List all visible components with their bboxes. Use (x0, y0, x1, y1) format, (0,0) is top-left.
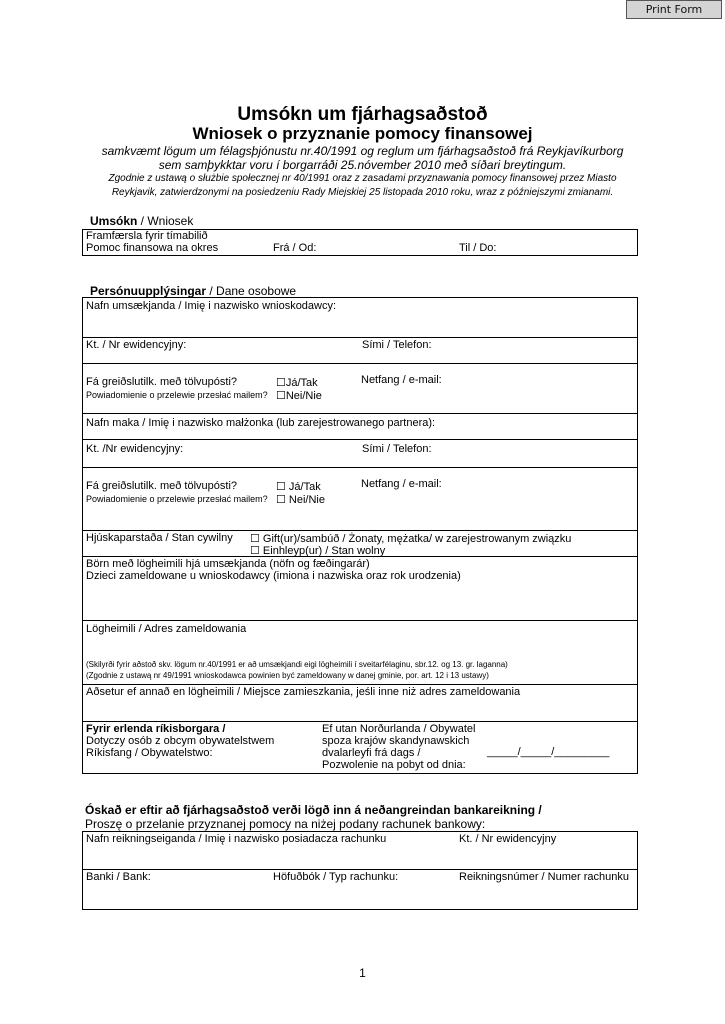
to-field[interactable]: Til / Do: (459, 242, 497, 254)
from-field[interactable]: Frá / Od: (273, 242, 317, 254)
legal-basis-polish-2: Reykjavik, zatwierdzonymi na posiedzeniu Rady Miejskiej 25 listopada 2010 roku, wraz z późniejszymi zmianami. (111, 187, 614, 198)
residence-permit-label: dvalarleyfi frá dags / (322, 747, 421, 759)
spouse-email-no-checkbox[interactable]: ☐ Nei/Nie (276, 494, 325, 506)
application-heading: Umsókn / Wniosek (90, 214, 194, 228)
spouse-email-row (83, 468, 637, 531)
legal-address-note: (Skilyrði fyrir aðstoð skv. lögum nr.40/1991 er að umsækjandi eigi lögheimili í sveitarfélaginu, sbr.12. og 13. gr. laganna) (86, 660, 508, 669)
account-owner-row[interactable] (83, 832, 637, 870)
spouse-id-row[interactable] (83, 440, 637, 468)
bank-label: Banki / Bank: (86, 871, 151, 883)
spouse-id-label: Kt. /Nr ewidencyjny: (86, 443, 184, 455)
spouse-email-label[interactable]: Netfang / e-mail: (361, 478, 442, 490)
bank-details-row[interactable] (83, 870, 637, 909)
applicant-id-row[interactable] (83, 338, 637, 364)
non-nordic-label-2: spoza krajów skandynawskich (322, 735, 470, 747)
citizenship-label[interactable]: Ríkisfang / Obywatelstwo: (86, 747, 213, 759)
marital-status-label: Hjúskaparstaða / Stan cywilny (86, 532, 233, 544)
owner-id-label: Kt. / Nr ewidencyjny (459, 833, 557, 845)
period-label: Framfærsla fyrir tímabilið (86, 230, 208, 242)
page-number: 1 (359, 966, 366, 980)
residence-label: Aðsetur ef annað en lögheimili / Miejsce zamieszkania, jeśli inne niż adres zameldowania (86, 686, 521, 698)
email-notification-question: Fá greiðslutilk. með tölvupósti? (86, 376, 238, 388)
legal-address-label: Lögheimili / Adres zameldowania (86, 623, 247, 635)
marital-status-row (83, 531, 637, 557)
foreign-citizen-row (83, 722, 637, 773)
personal-info-heading: Persónuupplýsingar / Dane osobowe (90, 284, 297, 298)
ledger-label: Höfuðbók / Typ rachunku: (273, 871, 399, 883)
bank-heading-polish: Proszę o przelanie przyznanej pomocy na niżej podany rachunek bankowy: (85, 817, 486, 831)
form-title: Umsókn um fjárhagsaðstoð (237, 104, 488, 125)
non-nordic-label: Ef utan Norðurlanda / Obywatel (322, 723, 476, 735)
spouse-email-question-polish: Powiadomienie o przelewie przesłać mailem? (86, 494, 268, 504)
applicant-phone-label: Sími / Telefon: (362, 339, 432, 351)
form-title-polish: Wniosek o przyznanie pomocy finansowej (192, 124, 533, 143)
personal-info-box (82, 297, 638, 774)
applicant-email-label[interactable]: Netfang / e-mail: (361, 374, 442, 386)
applicant-email-row (83, 364, 637, 414)
email-notification-question-polish: Powiadomienie o przelewie przesłać mailem? (86, 390, 268, 400)
application-period-box (82, 229, 638, 256)
legal-basis-line-2: sem samþykktar voru í borgarráði 25.nóvember 2010 með síðari breytingum. (158, 158, 567, 172)
spouse-email-yes-checkbox[interactable]: ☐ Já/Tak (276, 481, 321, 493)
period-label-polish: Pomoc finansowa na okres (86, 242, 219, 254)
spouse-name-label: Nafn maka / Imię i nazwisko małżonka (lub zarejestrowanego partnera): (86, 417, 436, 429)
children-label: Börn með lögheimili hjá umsækjanda (nöfn og fæðingarár) (86, 558, 370, 570)
spouse-name-row[interactable] (83, 414, 637, 440)
marital-single-checkbox[interactable]: ☐ Einhleyp(ur) / Stan wolny (250, 545, 386, 557)
children-row[interactable] (83, 557, 637, 621)
children-label-polish: Dzieci zameldowane u wnioskodawcy (imiona i nazwiska oraz rok urodzenia) (86, 570, 461, 582)
foreign-citizen-heading: Fyrir erlenda ríkisborgara / (86, 723, 226, 735)
email-yes-checkbox[interactable]: ☐Já/Tak (276, 377, 318, 389)
residence-permit-date-field[interactable]: _____/_____/_________ (487, 746, 610, 758)
account-owner-label: Nafn reikningseiganda / Imię i nazwisko posiadacza rachunku (86, 833, 387, 845)
marital-married-checkbox[interactable]: ☐ Gift(ur)/sambúð / Żonaty, mężatka/ w zarejestrowanym związku (250, 533, 572, 545)
legal-address-note-polish: (Zgodnie z ustawą nr 49/1991 wnioskodawca powinien być zameldowany w danej gminie, por. art. 12 i 13 ustawy) (86, 671, 489, 680)
residence-row[interactable] (83, 685, 637, 722)
print-form-button[interactable]: Print Form (626, 0, 722, 19)
legal-address-row[interactable] (83, 621, 637, 685)
foreign-citizen-heading-polish: Dotyczy osób z obcym obywatelstwem (86, 735, 275, 747)
bank-heading: Óskað er eftir að fjárhagsaðstoð verði lögð inn á neðangreindan bankareikning / (85, 803, 542, 817)
residence-permit-label-polish: Pozwolenie na pobyt od dnia: (322, 759, 466, 771)
legal-basis-line-1: samkvæmt lögum um félagsþjónustu nr.40/1991 og reglum um fjárhagsaðstoð frá Reykjavíkurborg (101, 144, 624, 158)
bank-account-box (82, 831, 638, 910)
spouse-phone-label: Sími / Telefon: (362, 443, 432, 455)
applicant-id-label: Kt. / Nr ewidencyjny: (86, 339, 187, 351)
applicant-name-label: Nafn umsækjanda / Imię i nazwisko wnioskodawcy: (86, 300, 337, 312)
email-no-checkbox[interactable]: ☐Nei/Nie (276, 390, 322, 402)
legal-basis-polish-1: Zgodnie z ustawą o służbie społecznej nr 40/1991 oraz z zasadami przyznawania pomocy finansowej przez Miasto (108, 173, 617, 184)
account-number-label: Reikningsnúmer / Numer rachunku (459, 871, 629, 883)
spouse-email-question: Fá greiðslutilk. með tölvupósti? (86, 480, 238, 492)
applicant-name-row[interactable] (83, 298, 637, 338)
